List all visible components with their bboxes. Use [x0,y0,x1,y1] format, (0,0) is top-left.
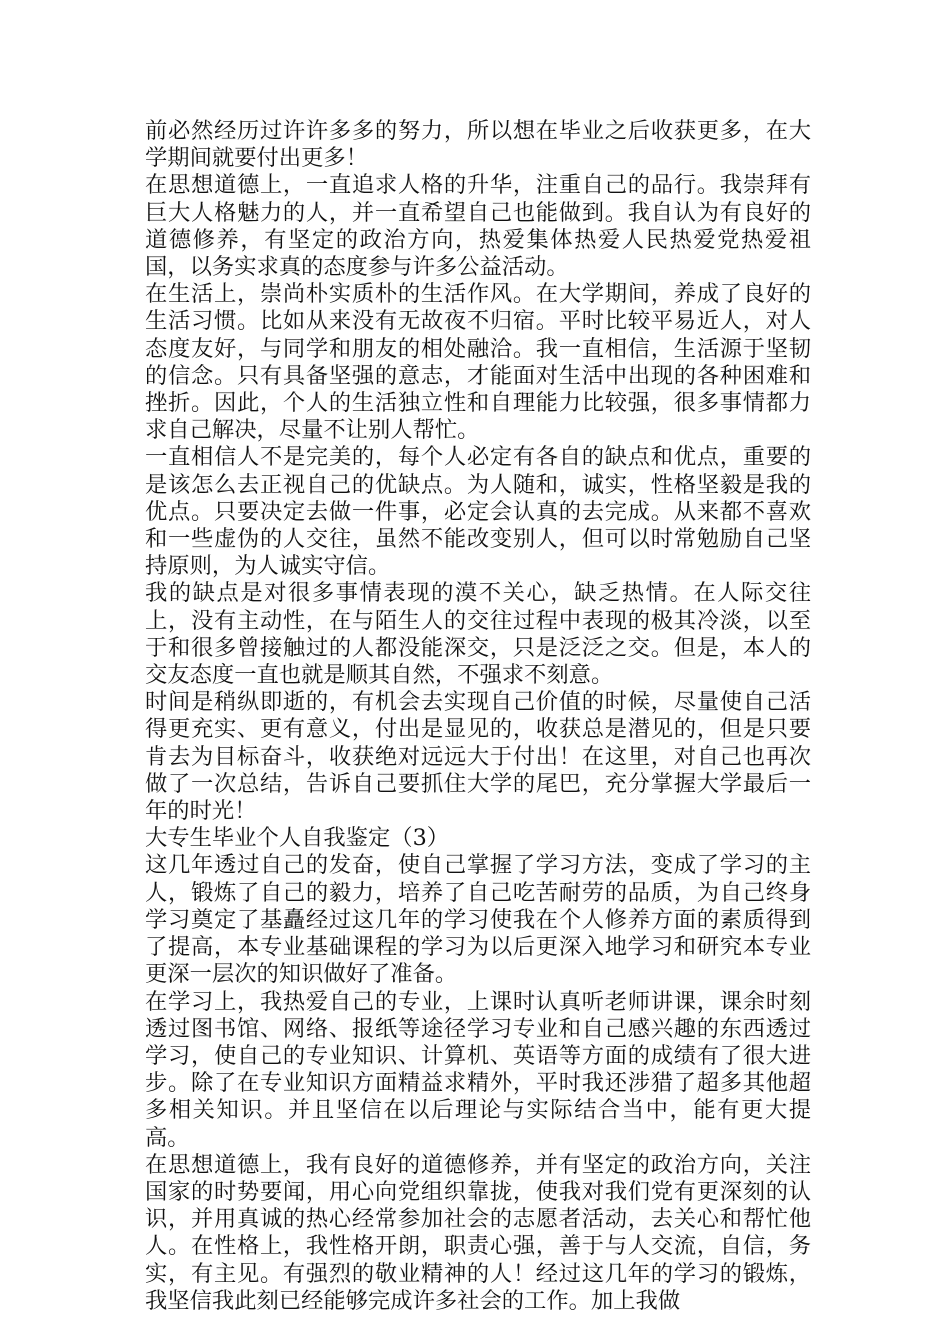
document-page [145,118,811,1315]
paragraph-study: 在学习上，我热爱自己的专业，上课时认真听老师讲课，课余时刻透过图书馆、网络、报纸等途径学习专业和自己感兴趣的东西透过学习，使自己的专业知识、计算机、英语等方面的成绩有了很大进步。除了在专业知识方面精益求精外，平时我还涉猎了超多其他超多相关知识。并且坚信在以后理论与实际结合当中，能有更大提高。 [145,988,811,1151]
paragraph-moral-character: 在思想道德上，一直追求人格的升华，注重自己的品行。我崇拜有巨大人格魅力的人，并一直希望自己也能做到。我自认为有良好的道德修养，有坚定的政治方向，热爱集体热爱人民热爱党热爱祖国，以务实求真的态度参与许多公益活动。 [145,172,811,281]
section-heading: 大专生毕业个人自我鉴定（3） [145,825,450,852]
paragraph-conclusion: 时间是稍纵即逝的，有机会去实现自己价值的时候，尽量使自己活得更充实、更有意义，付出是显见的，收获总是潜见的，但是只要肯去为目标奋斗，收获绝对远远大于付出！在这里，对自己也再次做了一次总结，告诉自己要抓住大学的尾巴，充分掌握大学最后一年的时光！ [145,689,811,825]
paragraph-effort-summary: 前必然经历过许许多多的努力，所以想在毕业之后收获更多，在大学期间就要付出更多！ [145,118,811,172]
paragraph-moral-and-personality: 在思想道德上，我有良好的道德修养，并有坚定的政治方向，关注国家的时势要闻，用心向党组织靠拢，使我对我们党有更深刻的认识，并用真诚的热心经常参加社会的志愿者活动，去关心和帮忙他人。在性格上，我性格开朗，职责心强，善于与人交流，自信，务实，有主见。有强烈的敬业精神的人！经过这几年的学习的锻炼，我坚信我此刻已经能够完成许多社会的工作。加上我做 [145,1151,811,1314]
paragraph-study-method: 这几年透过自己的发奋，使自己掌握了学习方法，变成了学习的主人，锻炼了自己的毅力，培养了自己吃苦耐劳的品质，为自己终身学习奠定了基矗经过这几年的学习使我在个人修养方面的素质得到了提高，本专业基础课程的学习为以后更深入地学习和研究本专业更深一层次的知识做好了准备。 [145,852,811,988]
paragraph-weaknesses: 我的缺点是对很多事情表现的漠不关心，缺乏热情。在人际交往上，没有主动性，在与陌生人的交往过程中表现的极其冷淡，以至于和很多曾接触过的人都没能深交，只是泛泛之交。但是，本人的交友态度一直也就是顺其自然，不强求不刻意。 [145,580,811,689]
paragraph-life-style: 在生活上，崇尚朴实质朴的生活作风。在大学期间，养成了良好的生活习惯。比如从来没有无故夜不归宿。平时比较平易近人，对人态度友好，与同学和朋友的相处融洽。我一直相信，生活源于坚韧的信念。只有具备坚强的意志，才能面对生活中出现的各种困难和挫折。因此，个人的生活独立性和自理能力比较强，很多事情都力求自己解决，尽量不让别人帮忙。 [145,281,811,444]
paragraph-strengths: 一直相信人不是完美的，每个人必定有各自的缺点和优点，重要的是该怎么去正视自己的优缺点。为人随和，诚实，性格坚毅是我的优点。只要决定去做一件事，必定会认真的去完成。从来都不喜欢和一些虚伪的人交往，虽然不能改变别人，但可以时常勉励自己坚持原则，为人诚实守信。 [145,444,811,580]
